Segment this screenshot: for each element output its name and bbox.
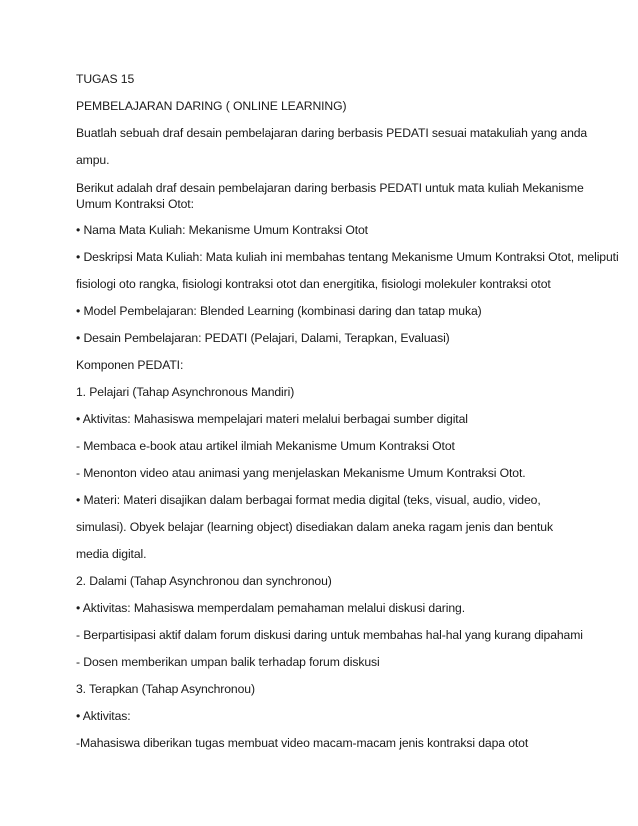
bullet-item: • Aktivitas: Mahasiswa memperdalam pemahaman melalui diskusi daring.	[76, 601, 465, 615]
dash-item: - Menonton video atau animasi yang menjelaskan Mekanisme Umum Kontraksi Otot.	[76, 466, 526, 480]
bullet-item: • Nama Mata Kuliah: Mekanisme Umum Kontraksi Otot	[76, 223, 368, 237]
bullet-item: • Desain Pembelajaran: PEDATI (Pelajari, Dalami, Terapkan, Evaluasi)	[76, 331, 450, 345]
paragraph-line: simulasi). Obyek belajar (learning object) disediakan dalam aneka ragam jenis dan bentuk	[76, 520, 553, 534]
bullet-item: • Aktivitas: Mahasiswa mempelajari materi melalui berbagai sumber digital	[76, 412, 468, 426]
bullet-item: • Model Pembelajaran: Blended Learning (kombinasi daring dan tatap muka)	[76, 304, 482, 318]
document-body	[76, 72, 619, 751]
document-subtitle: PEMBELAJARAN DARING ( ONLINE LEARNING)	[76, 99, 347, 113]
dash-item: - Dosen memberikan umpan balik terhadap forum diskusi	[76, 655, 380, 669]
section-heading: Komponen PEDATI:	[76, 358, 184, 372]
section-heading: 3. Terapkan (Tahap Asynchronou)	[76, 682, 255, 696]
dash-item: - Membaca e-book atau artikel ilmiah Mekanisme Umum Kontraksi Otot	[76, 439, 455, 453]
bullet-item: • Deskripsi Mata Kuliah: Mata kuliah ini membahas tentang Mekanisme Umum Kontraksi Otot, meliputi	[76, 250, 619, 264]
paragraph-line: Buatlah sebuah draf desain pembelajaran daring berbasis PEDATI sesuai matakuliah yang anda	[76, 126, 588, 140]
paragraph-line: ampu.	[76, 153, 110, 167]
paragraph-line: Berikut adalah draf desain pembelajaran daring berbasis PEDATI untuk mata kuliah Mekanisme Umum Kontraksi Otot:	[76, 181, 584, 211]
section-heading: 1. Pelajari (Tahap Asynchronous Mandiri)	[76, 385, 295, 399]
paragraph-line: fisiologi oto rangka, fisiologi kontraksi otot dan energitika, fisiologi molekuler kontraksi otot	[76, 277, 551, 291]
paragraph-line: media digital.	[76, 547, 147, 561]
section-heading: 2. Dalami (Tahap Asynchronou dan synchronou)	[76, 574, 332, 588]
document-title: TUGAS 15	[76, 72, 135, 86]
bullet-item: • Aktivitas:	[76, 709, 131, 723]
dash-item: -Mahasiswa diberikan tugas membuat video macam-macam jenis kontraksi dapa otot	[76, 736, 529, 750]
dash-item: - Berpartisipasi aktif dalam forum diskusi daring untuk membahas hal-hal yang kurang dipahami	[76, 628, 583, 642]
bullet-item: • Materi: Materi disajikan dalam berbagai format media digital (teks, visual, audio, video,	[76, 493, 541, 507]
